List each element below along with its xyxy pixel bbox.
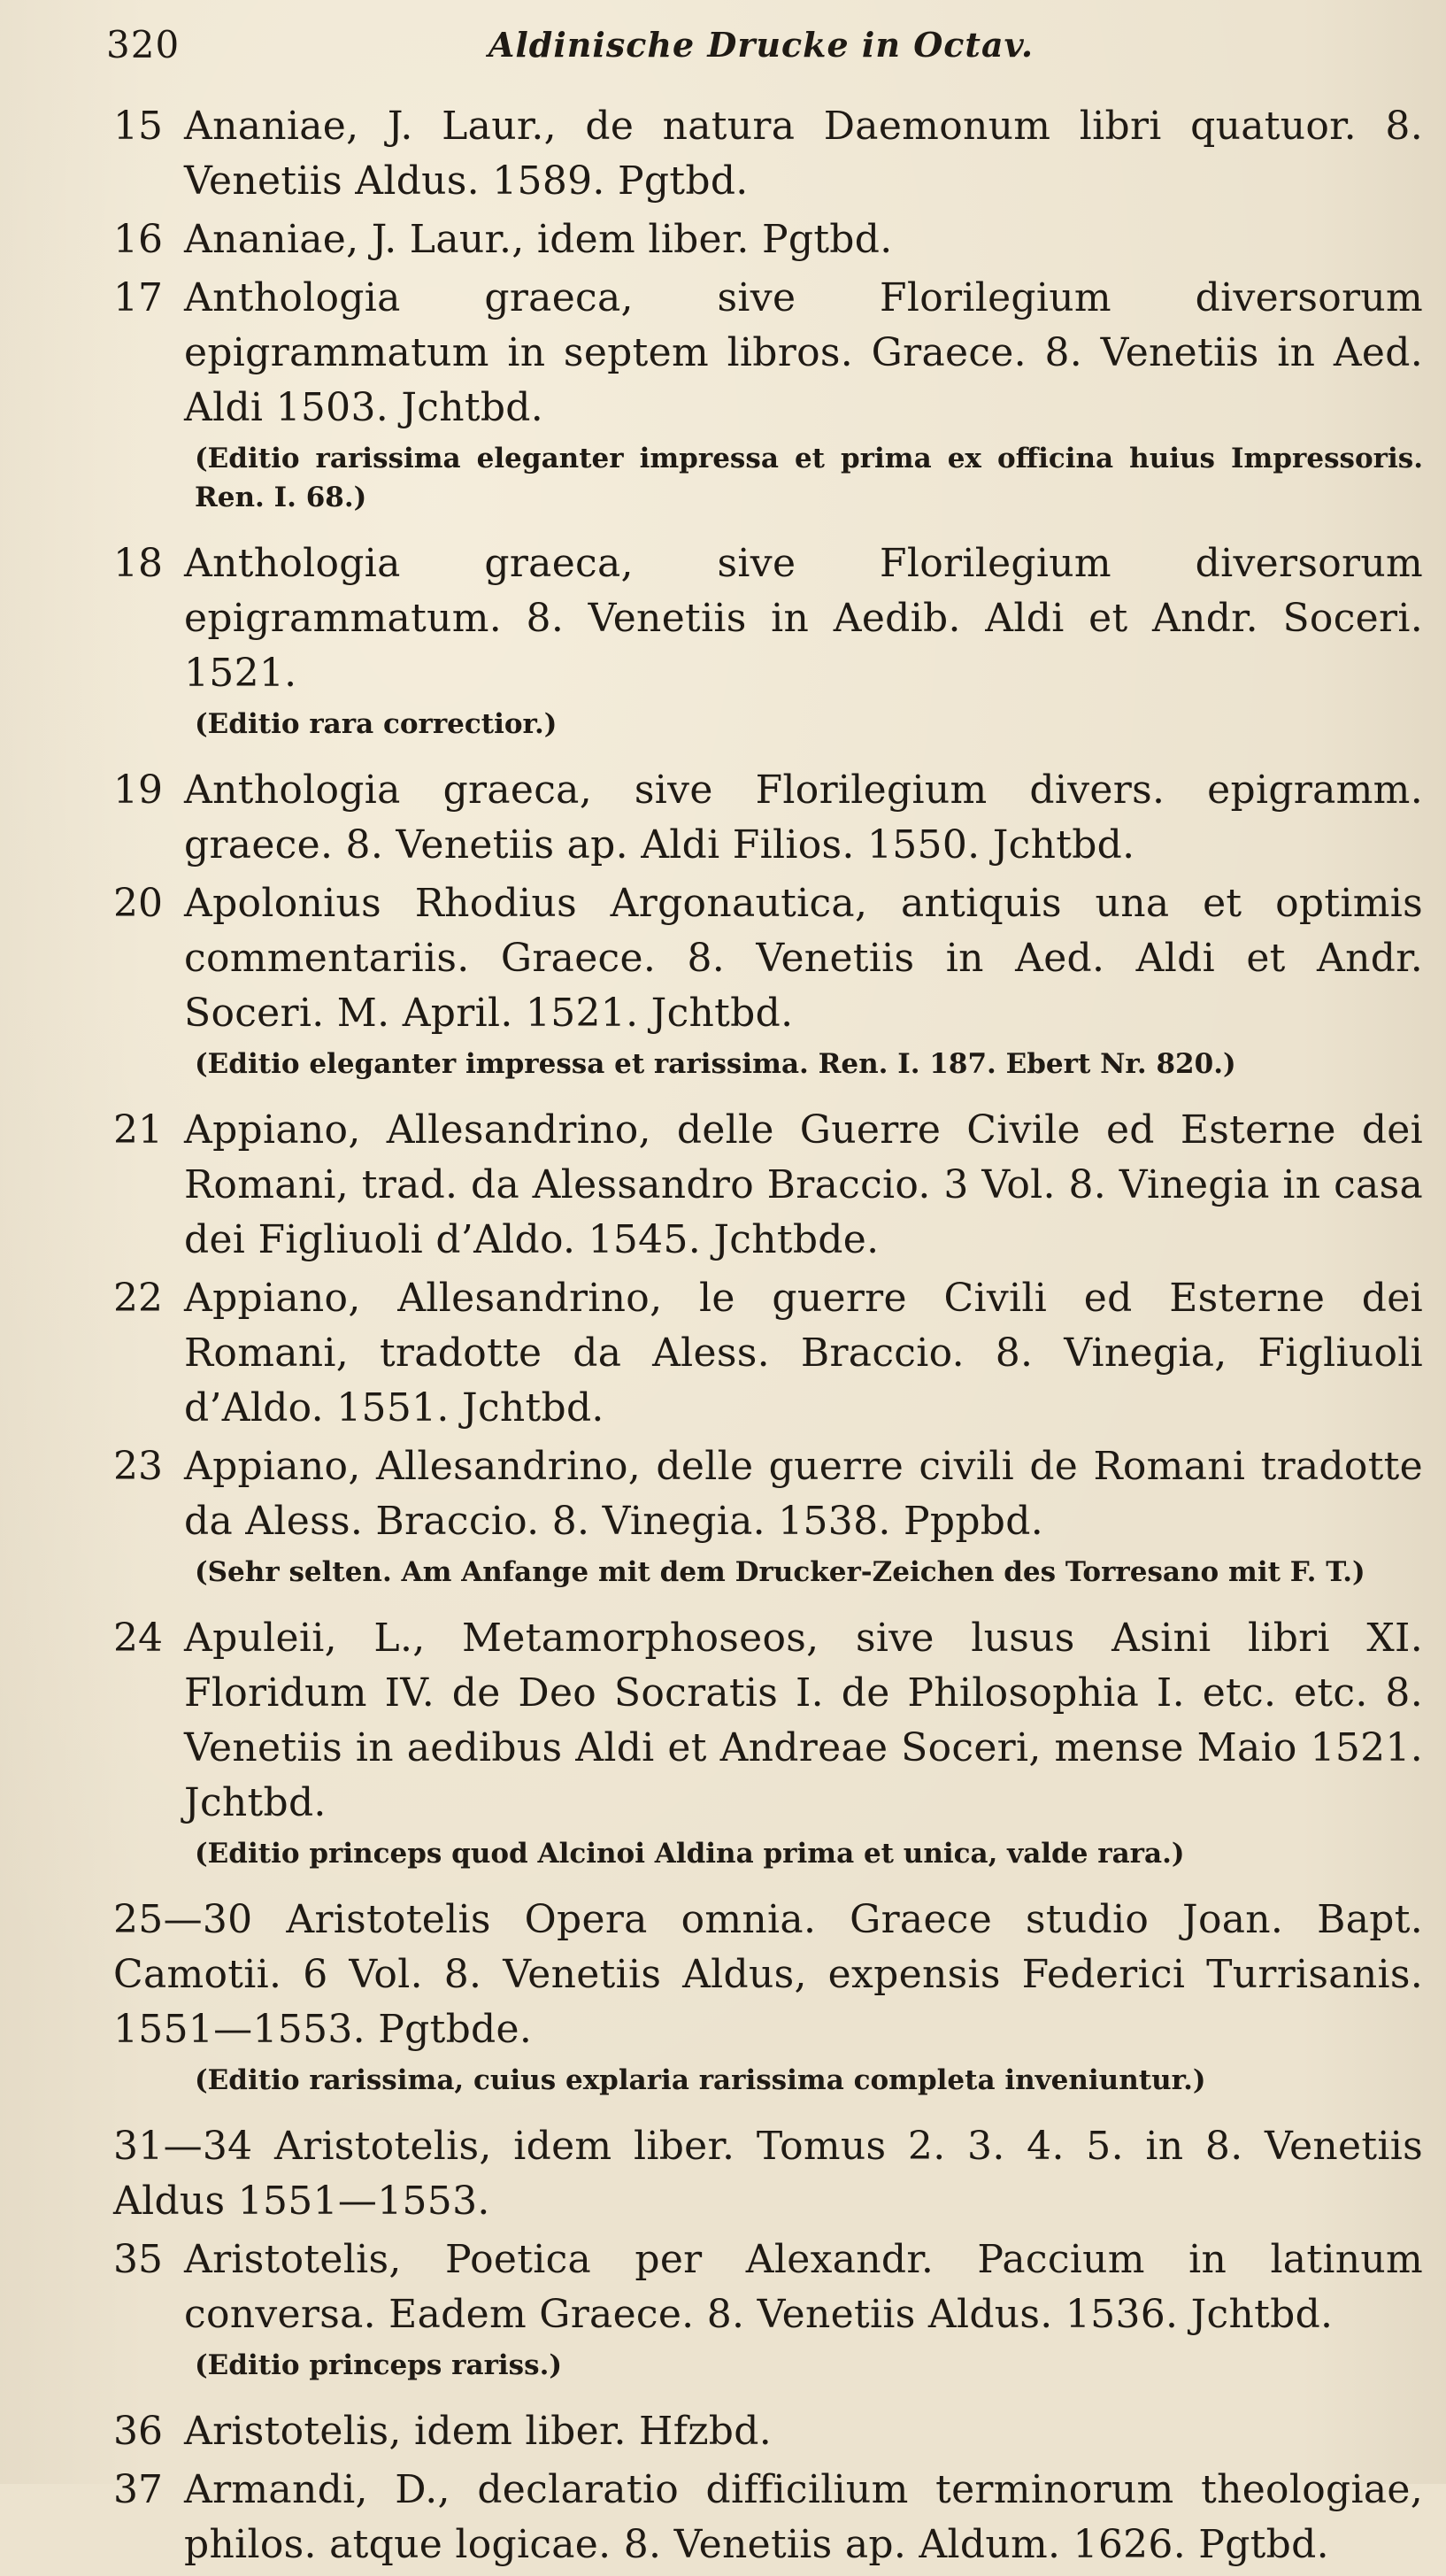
entry-line xyxy=(113,2119,1423,2229)
page-number: 320 xyxy=(106,23,181,66)
catalog-entry xyxy=(113,1439,1423,1549)
entry-note: (Editio princeps quod Alcinoi Aldina prima et unica, valde rara.) xyxy=(195,1838,1185,1870)
entry-number: 22 xyxy=(113,1276,163,1321)
catalog-entry xyxy=(113,876,1423,1041)
entry-line xyxy=(113,1893,1423,2057)
entry-number: 31—34 xyxy=(113,2124,253,2169)
entry-note: (Editio rara correctior.) xyxy=(195,708,558,740)
entry-number: 36 xyxy=(113,2409,163,2454)
catalog-entry xyxy=(113,1271,1423,1436)
entry-number: 37 xyxy=(113,2467,163,2512)
entry-number: 18 xyxy=(113,541,163,586)
entry-note: (Editio rarissima eleganter impressa et prima ex officina huius Impressoris. Ren. I. 68.) xyxy=(195,443,1423,513)
catalog-entry xyxy=(113,1893,1423,2057)
entry-text: Apuleii, L., Metamorphoseos, sive lusus Asini libri XI. Floridum IV. de Deo Socratis I. de Philosophia I. etc. etc. 8. Venetiis in aedibus Aldi et Andreae Soceri, mense Maio 1521. Jchtbd. xyxy=(184,1616,1423,1825)
entry-note: (Sehr selten. Am Anfange mit dem Drucker-Zeichen des Torresano mit F. T.) xyxy=(195,1556,1365,1588)
entry-text: Anthologia graeca, sive Florilegium diversorum epigrammatum in septem libros. Graece. 8. Venetiis in Aed. Aldi 1503. Jchtbd. xyxy=(184,275,1423,430)
entry-number: 23 xyxy=(113,1444,163,1489)
catalog-entry xyxy=(113,536,1423,701)
entry-note: (Editio eleganter impressa et rarissima. Ren. I. 187. Ebert Nr. 820.) xyxy=(195,1048,1236,1080)
catalog-entries xyxy=(113,99,1423,2576)
catalog-entry xyxy=(113,2404,1423,2459)
entry-text: Aristotelis Opera omnia. Graece studio Joan. Bapt. Camotii. 6 Vol. 8. Venetiis Aldus, expensis Federici Turrisanis. 1551—1553. Pgtbde. xyxy=(113,1897,1423,2052)
entry-number: 17 xyxy=(113,275,163,320)
catalog-entry xyxy=(113,1611,1423,1831)
catalog-entry xyxy=(113,2119,1423,2229)
entry-text: Aristotelis, Poetica per Alexandr. Paccium in latinum conversa. Eadem Graece. 8. Venetiis Aldus. 1536. Jchtbd. xyxy=(184,2237,1423,2337)
page-header xyxy=(106,23,1416,76)
entry-text: Armandi, D., declaratio difficilium terminorum theologiae, philos. atque logicae. 8. Venetiis ap. Aldum. 1626. Pgtbd. xyxy=(184,2467,1423,2567)
entry-number: 15 xyxy=(113,104,163,149)
entry-text: Aristotelis, idem liber. Tomus 2. 3. 4. 5. in 8. Venetiis Aldus 1551—1553. xyxy=(113,2124,1423,2224)
entry-number: 20 xyxy=(113,881,163,926)
catalog-entry xyxy=(113,2463,1423,2572)
entry-number: 35 xyxy=(113,2237,163,2282)
entry-number: 19 xyxy=(113,767,163,813)
entry-text: Ananiae, J. Laur., idem liber. Pgtbd. xyxy=(184,217,893,262)
catalog-entry xyxy=(113,2233,1423,2342)
entry-text: Anthologia graeca, sive Florilegium divers. epigramm. graece. 8. Venetiis ap. Aldi Filios. 1550. Jchtbd. xyxy=(184,767,1423,868)
catalog-entry xyxy=(113,212,1423,267)
running-title: Aldinische Drucke in Octav. xyxy=(488,25,1035,65)
entry-note: (Editio rarissima, cuius explaria rarissima completa inveniuntur.) xyxy=(195,2064,1206,2096)
entry-note: (Editio princeps rariss.) xyxy=(195,2349,563,2381)
catalog-entry xyxy=(113,99,1423,209)
catalog-entry xyxy=(113,271,1423,436)
entry-text: Ananiae, J. Laur., de natura Daemonum libri quatuor. 8. Venetiis Aldus. 1589. Pgtbd. xyxy=(184,104,1423,204)
entry-text: Apolonius Rhodius Argonautica, antiquis una et optimis commentariis. Graece. 8. Venetiis in Aed. Aldi et Andr. Soceri. M. April. 1521. Jchtbd. xyxy=(184,881,1423,1036)
entry-text: Appiano, Allesandrino, le guerre Civili ed Esterne dei Romani, tradotte da Aless. Braccio. 8. Vinegia, Figliuoli d’Aldo. 1551. Jchtbd. xyxy=(184,1276,1423,1431)
catalog-entry xyxy=(113,763,1423,873)
entry-number: 21 xyxy=(113,1107,163,1153)
entry-number: 24 xyxy=(113,1616,163,1661)
entry-text: Anthologia graeca, sive Florilegium diversorum epigrammatum. 8. Venetiis in Aedib. Aldi et Andr. Soceri. 1521. xyxy=(184,541,1423,696)
entry-text: Appiano, Allesandrino, delle Guerre Civile ed Esterne dei Romani, trad. da Alessandro Braccio. 3 Vol. 8. Vinegia in casa dei Figliuoli d’Aldo. 1545. Jchtbde. xyxy=(184,1107,1423,1262)
entry-text: Aristotelis, idem liber. Hfzbd. xyxy=(184,2409,773,2454)
entry-text: Appiano, Allesandrino, delle guerre civili de Romani tradotte da Aless. Braccio. 8. Vinegia. 1538. Pppbd. xyxy=(184,1444,1423,1544)
entry-number: 25—30 xyxy=(113,1897,253,1942)
catalog-entry xyxy=(113,1103,1423,1268)
entry-number: 16 xyxy=(113,217,163,262)
